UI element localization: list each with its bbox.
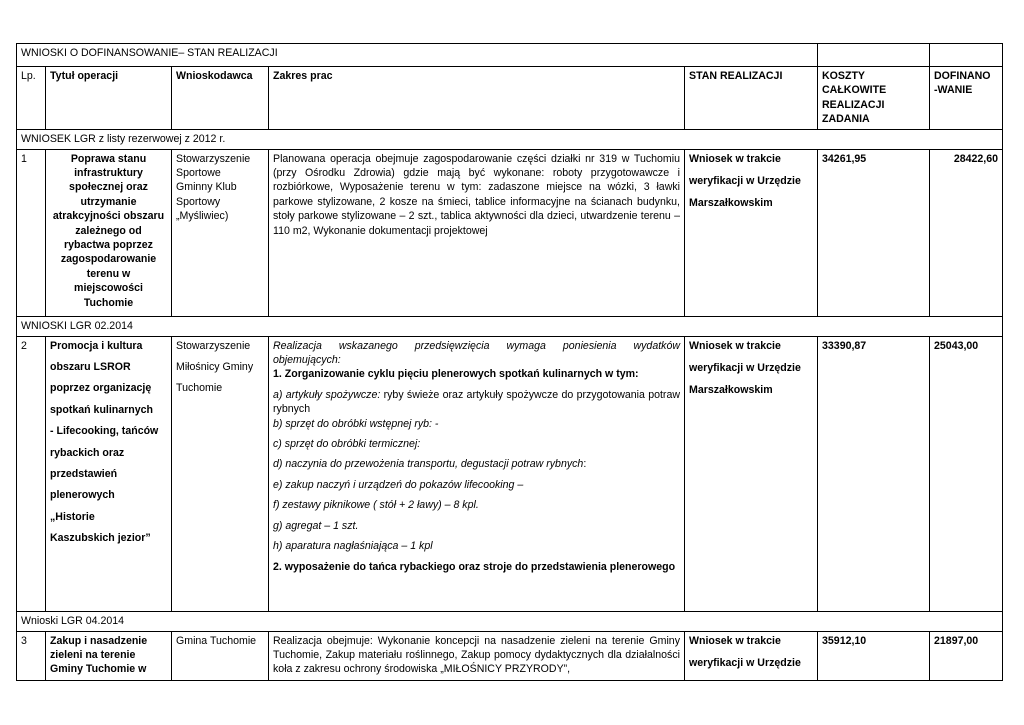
tytul-line: - Lifecooking, tańców: [50, 425, 159, 438]
header-koszty-line: ZADANIA: [822, 113, 870, 126]
row-tytul: [46, 631, 172, 681]
header-koszty-line: CAŁKOWITE: [822, 84, 887, 97]
stan-line: Wniosek w trakcie: [689, 634, 781, 647]
title-row: [17, 44, 1003, 67]
row-koszty: 33390,87: [818, 336, 930, 611]
table-title: WNIOSKI O DOFINANSOWANIE– STAN REALIZACJI: [17, 44, 818, 67]
tytul-line: Poprawa stanu: [70, 152, 147, 165]
zakres-item-1: 1. Zorganizowanie cyklu pięciu plenerowych spotkań kulinarnych w tym:: [273, 368, 639, 381]
zakres-g: g) agregat – 1 szt.: [273, 519, 359, 532]
zakres-intro: Realizacja wskazanego przedsięwzięcia wymaga poniesienia wydatków objemujących:: [273, 339, 680, 367]
stan-line: weryfikacji w Urzędzie: [689, 362, 801, 375]
section-row: [17, 611, 1003, 631]
row-zakres: [269, 336, 685, 611]
tytul-line: Zakup i nasadzenie: [50, 634, 148, 647]
header-dofinansowanie: [930, 67, 1003, 130]
row-wnioskodawca: [172, 149, 269, 316]
header-wnioskodawca: Wnioskodawca: [172, 67, 269, 130]
row-zakres: Planowana operacja obejmuje zagospodarowanie części działki nr 319 w Tuchomiu (przy Ośrodku Zdrowia) gdzie mają być wykonane: roboty przygotowawcze i rozbiórkowe, Wyposażenie terenu w tym: zadaszone miejsce na wózki, 3 ławki parkowe stylizowane, 2 kosze na śmieci, tablice informacyjne na ścianach budynku, stoły parkowe stylizowane – 2 szt., tablica aktywności dla dzieci, utwardzenie terenu – 110 m2, Wykonanie dokumentacji projektowej: [269, 149, 685, 316]
tytul-line: infrastruktury: [74, 167, 143, 180]
header-tytul: Tytuł operacji: [46, 67, 172, 130]
stan-line: Wniosek w trakcie: [689, 152, 781, 165]
tytul-line: spotkań kulinarnych: [50, 403, 154, 416]
row-zakres: Realizacja obejmuje: Wykonanie koncepcji na nasadzenie zieleni na terenie Gminy Tuchomie, Zakup materiału roślinnego, Zakup pomocy dydaktycznych dla działalności koła z zakresu ochrony środowiska „MIŁOŚNICY PRZYRODY”,: [269, 631, 685, 681]
row-wnioskodawca: [172, 336, 269, 611]
tytul-line: rybackich oraz: [50, 446, 125, 459]
header-dofinansowanie-line: DOFINANO: [934, 70, 991, 82]
section-row: [17, 129, 1003, 149]
table-row: [17, 149, 1003, 316]
tytul-line: Tuchomie: [83, 296, 134, 309]
zakres-c: c) sprzęt do obróbki termicznej:: [273, 438, 421, 451]
wnioskodawca-line: Sportowe: [176, 167, 221, 180]
tytul-line: atrakcyjności obszaru: [52, 210, 165, 223]
header-koszty: [818, 67, 930, 130]
stan-line: Wniosek w trakcie: [689, 339, 781, 352]
tytul-line: obszaru LSROR: [50, 361, 131, 374]
tytul-line: zagospodarowanie: [60, 253, 157, 266]
tytul-line: zieleni na terenie: [50, 649, 136, 662]
row-dofinansowanie: 21897,00: [930, 631, 1003, 681]
tytul-line: Kaszubskich jezior”: [50, 532, 151, 545]
section-label: WNIOSEK LGR z listy rezerwowej z 2012 r.: [17, 129, 1003, 149]
wnioskodawca-line: Miłośnicy Gminy: [176, 361, 254, 374]
header-zakres: Zakres prac: [269, 67, 685, 130]
table-row: [17, 336, 1003, 611]
zakres-a: [273, 388, 680, 417]
stan-line: Marszałkowskim: [689, 197, 773, 210]
tytul-line: zależnego od: [75, 224, 142, 237]
row-dofinansowanie: 25043,00: [930, 336, 1003, 611]
zakres-a-text: ryby świeże oraz artykuły spożywcze do przygotowania potraw rybnych: [273, 388, 680, 416]
zakres-d: [273, 457, 680, 471]
zakres-d-tail: :: [583, 458, 587, 471]
row-koszty: 35912,10: [818, 631, 930, 681]
wnioskodawca-line: Stowarzyszenie: [176, 152, 251, 165]
tytul-line: miejscowości: [74, 282, 143, 295]
row-koszty: 34261,95: [818, 149, 930, 316]
zakres-item-2: 2. wyposażenie do tańca rybackiego oraz stroje do przedstawienia plenerowego: [273, 560, 676, 573]
zakres-b: b) sprzęt do obróbki wstępnej ryb: -: [273, 417, 439, 430]
section-label: Wnioski LGR 04.2014: [17, 611, 1003, 631]
tytul-line: rybactwa poprzez: [64, 239, 153, 252]
row-lp: 1: [17, 149, 46, 316]
zakres-e: e) zakup naczyń i urządzeń do pokazów lifecooking –: [273, 478, 524, 491]
header-stan: STAN REALIZACJI: [685, 67, 818, 130]
tytul-line: terenu w: [86, 267, 131, 280]
applications-table: [16, 43, 1003, 681]
stan-line: weryfikacji w Urzędzie: [689, 657, 801, 670]
empty-cell: [818, 44, 930, 67]
zakres-f: f) zestawy piknikowe ( stół + 2 ławy) – 8 kpl.: [273, 499, 479, 512]
header-lp: Lp.: [17, 67, 46, 130]
tytul-line: poprzez organizację: [50, 382, 152, 395]
tytul-line: społecznej oraz: [69, 181, 148, 194]
tytul-line: utrzymanie: [80, 195, 137, 208]
wnioskodawca-line: „Myśliwiec): [176, 210, 229, 223]
row-stan: [685, 631, 818, 681]
row-lp: 3: [17, 631, 46, 681]
row-tytul: [46, 336, 172, 611]
empty-cell: [930, 44, 1003, 67]
section-row: [17, 316, 1003, 336]
header-dofinansowanie-line: -WANIE: [934, 84, 973, 97]
header-row: [17, 67, 1003, 130]
row-wnioskodawca: Gmina Tuchomie: [172, 631, 269, 681]
stan-line: Marszałkowskim: [689, 384, 773, 397]
zakres-a-label: a) artykuły spożywcze:: [273, 388, 381, 401]
tytul-line: plenerowych: [50, 489, 115, 502]
zakres-h: h) aparatura nagłaśniająca – 1 kpl: [273, 540, 433, 553]
tytul-line: przedstawień: [50, 468, 118, 481]
header-koszty-line: KOSZTY: [822, 70, 865, 82]
tytul-line: Gminy Tuchomie w: [50, 663, 147, 676]
wnioskodawca-line: Stowarzyszenie: [176, 339, 251, 352]
row-lp: 2: [17, 336, 46, 611]
row-tytul: [46, 149, 172, 316]
table-row: [17, 631, 1003, 681]
wnioskodawca-line: Tuchomie: [176, 382, 223, 395]
tytul-line: Promocja i kultura: [50, 339, 143, 352]
row-dofinansowanie: 28422,60: [930, 149, 1003, 316]
tytul-line: „Historie: [50, 510, 95, 523]
wnioskodawca-line: Sportowy: [176, 195, 221, 208]
header-koszty-line: REALIZACJI: [822, 98, 885, 111]
wnioskodawca-line: Gminny Klub: [176, 181, 237, 194]
section-label: WNIOSKI LGR 02.2014: [17, 316, 1003, 336]
stan-line: weryfikacji w Urzędzie: [689, 175, 801, 188]
zakres-d-text: d) naczynia do przewożenia transportu, degustacji potraw rybnych: [273, 458, 584, 471]
row-stan: [685, 336, 818, 611]
row-stan: [685, 149, 818, 316]
